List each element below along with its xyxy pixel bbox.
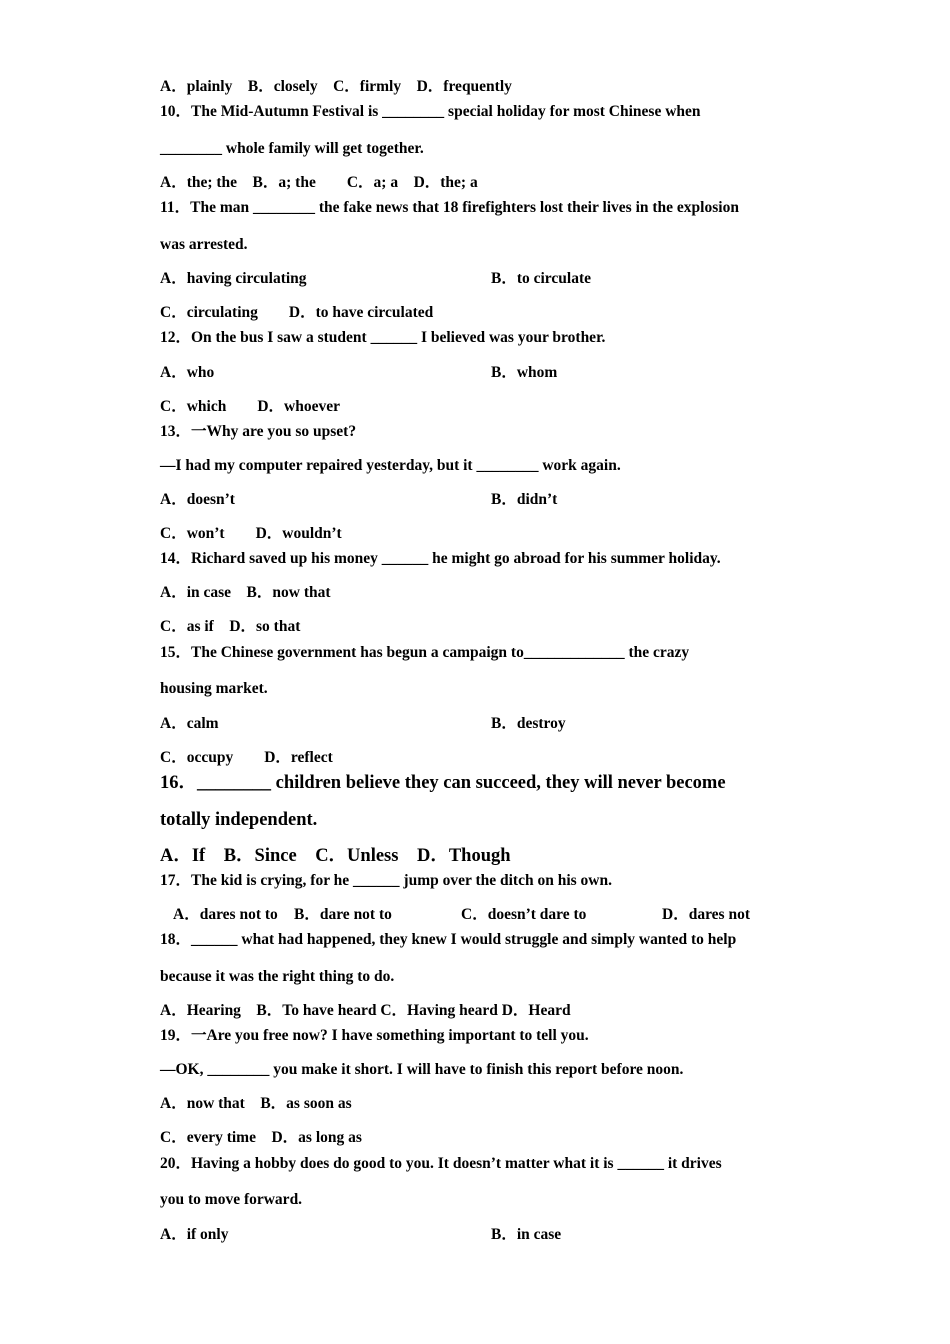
q10-stem-line-1: 10．The Mid-Autumn Festival is ________ special holiday for most Chinese when xyxy=(160,103,701,120)
q19-options-c-d: C．every time D．as long as xyxy=(160,1129,362,1146)
q10-stem-line-2: ________ whole family will get together. xyxy=(160,140,424,157)
q13-stem-line-1: 13．一Why are you so upset? xyxy=(160,423,357,440)
q12-stem: 12．On the bus I saw a student ______ I believed was your brother. xyxy=(160,329,606,346)
q11-stem-line-2: was arrested. xyxy=(160,236,248,253)
q17-option-a: A．dares not to xyxy=(173,906,278,923)
q18-stem-line-2: because it was the right thing to do. xyxy=(160,968,395,985)
q10-options: A．the; the B．a; the C．a; a D．the; a xyxy=(160,174,478,191)
q11-option-b: B．to circulate xyxy=(491,270,592,287)
q15-options-c-d: C．occupy D．reflect xyxy=(160,749,333,766)
q20-stem-line-2: you to move forward. xyxy=(160,1191,303,1208)
q15-stem-line-2: housing market. xyxy=(160,680,268,697)
q17-option-d: D．dares not xyxy=(662,906,750,923)
q11-option-a: A．having circulating xyxy=(160,270,307,287)
q18-options: A．Hearing B．To have heard C．Having heard D．Heard xyxy=(160,1002,571,1019)
q13-option-b: B．didn’t xyxy=(491,491,558,508)
q14-options-a-b: A．in case B．now that xyxy=(160,584,331,601)
q15-stem-line-1: 15．The Chinese government has begun a campaign to_____________ the crazy xyxy=(160,644,690,661)
q19-stem-line-1: 19．一Are you free now? I have something important to tell you. xyxy=(160,1027,589,1044)
q14-options-c-d: C．as if D．so that xyxy=(160,618,301,635)
q15-option-b: B．destroy xyxy=(491,715,566,732)
q16-stem-line-1: 16．________ children believe they can succeed, they will never become xyxy=(160,773,726,793)
q20-stem-line-1: 20．Having a hobby does do good to you. It doesn’t matter what it is ______ it drives xyxy=(160,1155,722,1172)
q18-stem-line-1: 18．______ what had happened, they knew I would struggle and simply wanted to help xyxy=(160,931,737,948)
q15-option-a: A．calm xyxy=(160,715,219,732)
q13-option-a: A．doesn’t xyxy=(160,491,235,508)
q13-stem-line-2: —I had my computer repaired yesterday, but it ________ work again. xyxy=(160,457,621,474)
q11-options-c-d: C．circulating D．to have circulated xyxy=(160,304,434,321)
q11-stem-line-1: 11．The man ________ the fake news that 18 firefighters lost their lives in the explosion xyxy=(160,199,739,216)
q17-option-b: B．dare not to xyxy=(294,906,392,923)
q12-option-b: B．whom xyxy=(491,364,558,381)
q20-option-b: B．in case xyxy=(491,1226,562,1243)
q19-options-a-b: A．now that B．as soon as xyxy=(160,1095,352,1112)
q20-option-a: A．if only xyxy=(160,1226,229,1243)
q19-stem-line-2: —OK, ________ you make it short. I will have to finish this report before noon. xyxy=(160,1061,684,1078)
q17-option-c: C．doesn’t dare to xyxy=(461,906,587,923)
q12-option-a: A．who xyxy=(160,364,215,381)
q16-stem-line-2: totally independent. xyxy=(160,810,318,830)
q13-options-c-d: C．won’t D．wouldn’t xyxy=(160,525,342,542)
q12-options-c-d: C．which D．whoever xyxy=(160,398,340,415)
q16-options: A．If B．Since C．Unless D．Though xyxy=(160,846,511,866)
q9-options-line: A．plainly B．closely C．firmly D．frequently xyxy=(160,78,512,95)
q14-stem: 14．Richard saved up his money ______ he might go abroad for his summer holiday. xyxy=(160,550,721,567)
q17-stem: 17．The kid is crying, for he ______ jump over the ditch on his own. xyxy=(160,872,612,889)
